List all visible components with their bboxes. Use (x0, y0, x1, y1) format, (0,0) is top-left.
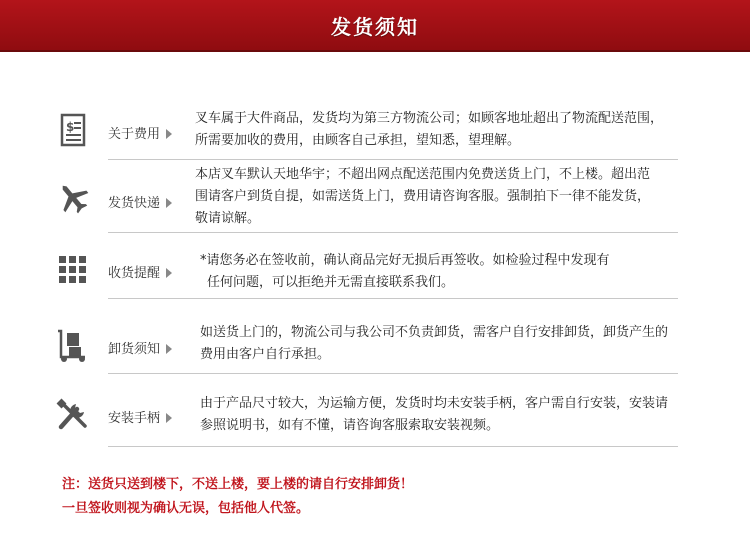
section-label-unloading: 卸货须知 (108, 338, 172, 357)
notice-line: 注：送货只送到楼下，不送上楼，要上楼的请自行安排卸货！ (62, 477, 414, 492)
divider (108, 298, 678, 299)
svg-text:$: $ (66, 120, 75, 134)
header-banner (0, 0, 750, 52)
airplane-icon (55, 180, 91, 216)
arrow-right-icon (166, 129, 172, 139)
page-title: 发货须知 (331, 15, 419, 39)
section-text-unloading: 如送货上门的，物流公司与我公司不负责卸货，需客户自行安排卸货，卸货产生的 费用由客户自行承担。 (200, 325, 669, 362)
notice-line: 一旦签收则视为确认无误，包括他人代签。 (62, 501, 310, 516)
arrow-right-icon (166, 413, 172, 423)
section-label-install: 安装手柄 (108, 407, 172, 426)
section-text-fees: 叉车属于大件商品，发货均为第三方物流公司；如顾客地址超出了物流配送范围， 所需要加收的费用，由顾客自己承担，望知悉，望理解。 (195, 111, 664, 148)
section-label-receipt: 收货提醒 (108, 262, 172, 281)
section-label-shipping: 发货快递 (108, 192, 172, 211)
section-text-receipt: *请您务必在签收前，确认商品完好无损后再签收。如检验过程中发现有 任何问题，可以拒绝并无需直接联系我们。 (200, 253, 610, 290)
notice-text (62, 473, 413, 521)
arrow-right-icon (166, 198, 172, 208)
invoice-icon (55, 112, 91, 148)
wrench-screwdriver-icon (55, 397, 91, 433)
arrow-right-icon (166, 268, 172, 278)
divider (108, 373, 678, 374)
grid-icon (55, 252, 91, 288)
hand-truck-icon (55, 327, 91, 363)
section-text-install: 由于产品尺寸较大，为运输方便，发货时均未安装手柄，客户需自行安装，安装请 参照说明书，如有不懂，请咨询客服索取安装视频。 (200, 396, 669, 433)
divider (108, 446, 678, 447)
divider (108, 159, 678, 160)
section-text-shipping: 本店叉车默认天地华宇；不超出网点配送范围内免费送货上门，不上楼。超出范 围请客户到货自提，如需送货上门，费用请咨询客服。强制拍下一律不能发货， 敬请谅解。 (195, 167, 651, 226)
divider (108, 232, 678, 233)
section-label-fees: 关于费用 (108, 123, 172, 142)
arrow-right-icon (166, 344, 172, 354)
